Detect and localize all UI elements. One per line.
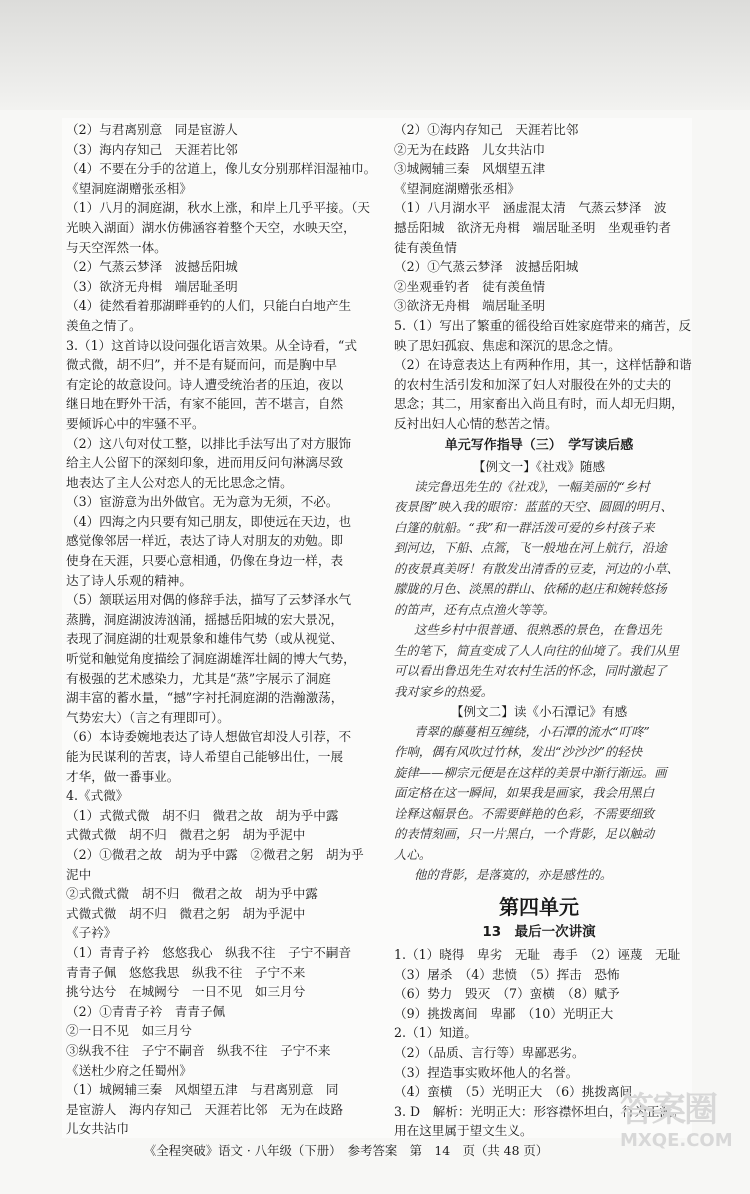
answer-line: 是宦游人 海内存知己 天涯若比邻 无为在歧路 xyxy=(66,1101,344,1117)
answer-line: （3）欲济无舟楫 端居耻圣明 xyxy=(66,278,238,294)
answer-line: 儿女共沾巾 xyxy=(66,1121,129,1137)
writing-guide-title: 单元写作指导（三） 学写读后感 xyxy=(444,437,634,453)
answer-line: 思念；其二，用家畜出入尚且有时，而人却无归期， xyxy=(394,396,684,412)
essay-line: 的夜景真美呀！有散发出清香的豆麦，河边的小草、 xyxy=(394,560,679,576)
answer-line: （1）八月的洞庭湖，秋水上涨，和岸上几乎平接。（天 xyxy=(66,200,370,216)
answer-line: 使身在天涯，只要心意相通，仍像在身边一样，表 xyxy=(66,553,344,569)
answer-line: ②式微式微 胡不归 微君之故 胡为乎中露 xyxy=(66,886,318,902)
answer-line: 感觉像邻居一样近，表达了诗人对朋友的劝勉。即 xyxy=(66,533,344,549)
essay-line: 作响，偶有风吹过竹林，发出“沙沙沙”的轻快 xyxy=(394,744,643,760)
essay-line: 青翠的藤蔓相互缠绕，小石潭的流水“叮咚” xyxy=(414,723,650,739)
answer-line: 《子衿》 xyxy=(66,925,117,941)
answer-line: （2）气蒸云梦泽 波撼岳阳城 xyxy=(66,259,238,275)
essay-line: 这些乡村中很普通、很熟悉的景色，在鲁迅先 xyxy=(414,622,662,638)
example2-text xyxy=(394,722,684,886)
answer-line: 1.（1）晓得 卑劣 无耻 毒手 （2）诬蔑 无耻 xyxy=(394,946,681,962)
answer-line: （2）①微君之故 胡为乎中露 ②微君之躬 胡为乎 xyxy=(66,846,364,862)
answer-line: ③欲济无舟楫 端居耻圣明 xyxy=(394,298,546,314)
answer-line: 有极强的艺术感染力，尤其是“蒸”字展示了洞庭 xyxy=(66,670,331,686)
essay-line: 诠释这幅景色。不需要鲜艳的色彩，不需要细致 xyxy=(394,805,655,821)
answer-line: （2）（品质、言行等）卑鄙恶劣。 xyxy=(394,1044,585,1060)
answer-line: 光映入湖面）湖水仿佛涵容着整个天空，水映天空， xyxy=(66,219,356,235)
essay-line: 的笛声，还有点点渔火等等。 xyxy=(394,601,556,617)
answer-line: （1）八月湖水平 涵虚混太清 气蒸云梦泽 波 xyxy=(394,200,667,216)
answer-line: 式微式微 胡不归 微君之躬 胡为乎泥中 xyxy=(66,827,306,843)
essay-line: 夜景图”映入我的眼帘：蓝蓝的天空、圆圆的明月、 xyxy=(394,499,673,515)
answer-line: 映了思妇孤寂、焦虑和深沉的思念之情。 xyxy=(394,337,621,353)
answer-line: 泥中 xyxy=(66,866,92,882)
answer-line: 表现了洞庭湖的壮观景象和雄伟气势（或从视觉、 xyxy=(66,631,344,647)
answer-line: 《望洞庭湖赠张丞相》 xyxy=(394,180,520,196)
answer-line: 才华，做一番事业。 xyxy=(66,768,180,784)
answer-line: （6）势力 毁灭 （7）蛮横 （8）赋予 xyxy=(394,986,620,1002)
scan-top-band xyxy=(0,0,750,110)
answer-line: （4）徒然看着那湖畔垂钓的人们，只能白白地产生 xyxy=(66,298,352,314)
answer-line: 羡鱼之情了。 xyxy=(66,317,142,333)
answer-line: 气势宏大）（言之有理即可）。 xyxy=(66,709,230,725)
essay-line: 的表情刻画，只一片黑白，一个背影，足以触动 xyxy=(394,826,655,842)
answer-line: （6）本诗委婉地表达了诗人想做官却没人引荐，不 xyxy=(66,729,352,745)
answer-line: （4）四海之内只要有知己朋友，即使远在天边，也 xyxy=(66,513,352,529)
answer-line: 听觉和触觉角度描绘了洞庭湖雄浑壮阔的博大气势， xyxy=(66,651,356,667)
answer-line: ②一日不见 如三月兮 xyxy=(66,1023,192,1039)
answer-line: （2）这八句对仗工整，以排比手法写出了对方服饰 xyxy=(66,435,352,451)
essay-line: 到河边，下船、点篙，飞一般地在河上航行，沿途 xyxy=(394,540,667,556)
answer-line: 微式微，胡不归”，并不是有疑而问，而是胸中早 xyxy=(66,357,337,373)
answer-line: 《送杜少府之任蜀州》 xyxy=(66,1062,192,1078)
essay-line: 读完鲁迅先生的《社戏》，一幅美丽的“乡村 xyxy=(414,478,650,494)
answer-line: （9）挑拨离间 卑鄙 （10）光明正大 xyxy=(394,1005,614,1021)
right-column-answers xyxy=(394,120,692,434)
essay-line: 白篷的航船。“我”和一群活泼可爱的乡村孩子来 xyxy=(394,519,655,535)
watermark-logo xyxy=(620,1090,740,1180)
answer-line: 能为民谋利的苦衷，诗人希望自己能够出仕，一展 xyxy=(66,749,344,764)
answer-line: （1）青青子衿 悠悠我心 纵我不往 子宁不嗣音 xyxy=(66,944,352,960)
watermark-url: MXQE.COM xyxy=(620,1130,733,1151)
essay-line: 人心。 xyxy=(394,846,432,862)
answer-line: （1）城阙辅三秦 风烟望五津 与君离别意 同 xyxy=(66,1082,339,1098)
answer-line: 地表达了主人公对恋人的无比思念之情。 xyxy=(66,474,293,490)
answer-line: 达了诗人乐观的精神。 xyxy=(66,572,192,588)
answer-line: ③纵我不往 子宁不嗣音 纵我不往 子宁不来 xyxy=(66,1042,331,1058)
answer-line: （4）不要在分手的岔道上，像儿女分别那样泪湿袖巾。 xyxy=(66,161,377,177)
answer-line: 徒有羡鱼情 xyxy=(394,239,457,255)
answer-line: 4.《式微》 xyxy=(66,788,129,804)
answer-line: 用在这里属于望文生义。 xyxy=(394,1123,533,1139)
answer-line: 《望洞庭湖赠张丞相》 xyxy=(66,180,192,196)
answer-line: 挑兮达兮 在城阙兮 一日不见 如三月兮 xyxy=(66,984,306,1000)
answer-line: 有定论的故意设问。诗人遭受统治者的压迫，夜以 xyxy=(66,376,344,392)
answer-line: 2.（1）知道。 xyxy=(394,1025,477,1041)
answer-line: 给主人公留下的深刻印象，进而用反问句淋漓尽致 xyxy=(66,455,344,471)
answer-line: （4）蛮横 （5）光明正大 （6）挑拨离间 xyxy=(394,1084,633,1100)
answer-line: （2）①海内存知己 天涯若比邻 xyxy=(394,122,579,137)
essay-line: 可以看出鲁迅先生对农村生活的怀念，同时激起了 xyxy=(394,663,667,679)
essay-line: 我对家乡的热爱。 xyxy=(394,683,494,699)
page-footer: 《全程突破》语文 · 八年级（下册） 参考答案 第 14 页（共 48 页） xyxy=(143,1143,549,1158)
answer-line: （2）在诗意表达上有两种作用，其一，这样恬静和谐 xyxy=(394,357,692,373)
example2-title: 【例文二】读《小石潭记》有感 xyxy=(450,704,628,720)
answer-line: 3.（1）这首诗以设问强化语言效果。从全诗看，“式 xyxy=(66,337,357,353)
answer-line: （3）屠杀 （4）悲愤 （5）挥击 恐怖 xyxy=(394,966,620,982)
right-column xyxy=(394,120,692,1141)
answer-line: 撼岳阳城 欲济无舟楫 端居耻圣明 坐观垂钓者 xyxy=(394,219,672,235)
answer-line: ②坐观垂钓者 徒有羡鱼情 xyxy=(394,278,546,294)
answer-line: （2）与君离别意 同是宦游人 xyxy=(66,122,238,137)
answer-line: 反衬出妇人心情的愁苦之情。 xyxy=(394,415,558,431)
answer-line: 5.（1）写出了繁重的徭役给百姓家庭带来的痛苦，反 xyxy=(394,317,692,333)
example1-text xyxy=(394,477,684,703)
essay-line: 面定格在这一瞬间，如果我是画家，我会用黑白 xyxy=(394,785,655,801)
answer-line: ③城阙辅三秦 风烟望五津 xyxy=(394,161,546,177)
unit-title: 第四单元 xyxy=(499,894,579,919)
answer-line: ②无为在歧路 儿女共沾巾 xyxy=(394,141,546,157)
answer-line: 的农村生活引发和加深了妇人对服役在外的丈夫的 xyxy=(394,376,672,392)
example1-title: 【例文一】《社戏》随感 xyxy=(472,459,606,475)
answer-line: （5）颔联运用对偶的修辞手法，描写了云梦泽水气 xyxy=(66,592,352,608)
answer-line: 湖丰富的蓄水量，“撼”字衬托洞庭湖的浩瀚激荡， xyxy=(66,690,344,706)
answer-line: （3）捏造事实败坏他人的名誉。 xyxy=(394,1064,579,1080)
left-column xyxy=(66,120,378,1139)
answer-line: 青青子佩 悠悠我思 纵我不往 子宁不来 xyxy=(66,964,306,980)
answer-line: （2）①青青子衿 青青子佩 xyxy=(66,1003,226,1019)
essay-line: 朦胧的月色、淡黑的群山、依稀的赵庄和婉转悠扬 xyxy=(394,581,667,597)
answer-line: 要倾诉心中的牢骚不平。 xyxy=(66,415,205,431)
lesson-title: 13 最后一次讲演 xyxy=(482,924,596,941)
answer-line: （3）宦游意为出外做官。无为意为无须，不必。 xyxy=(66,494,339,510)
answer-line: 3. D 解析：光明正大：形容襟怀坦白，行为正派。 xyxy=(394,1103,685,1119)
answer-line: （2）①气蒸云梦泽 波撼岳阳城 xyxy=(394,259,579,275)
answer-line: （3）海内存知己 天涯若比邻 xyxy=(66,141,238,157)
answer-line: （1）式微式微 胡不归 微君之故 胡为乎中露 xyxy=(66,807,339,823)
answer-line: 继日地在野外干活，有家不能回，苦不堪言，自然 xyxy=(66,396,344,412)
watermark-logo-text: 答案圈 xyxy=(620,1090,716,1130)
essay-line: 旋律——柳宗元便是在这样的美景中渐行渐远。画 xyxy=(394,764,667,780)
essay-line: 他的背影，是落寞的，亦是感性的。 xyxy=(414,867,613,883)
answer-line: 蒸腾，洞庭湖波涛汹涌，摇撼岳阳城的宏大景况， xyxy=(66,611,344,627)
answer-line: 与天空浑然一体。 xyxy=(66,239,167,255)
answer-line: 式微式微 胡不归 微君之躬 胡为乎泥中 xyxy=(66,905,306,921)
essay-line: 生的笔下，简直变成了人人向往的仙境了。我们从里 xyxy=(394,642,679,658)
